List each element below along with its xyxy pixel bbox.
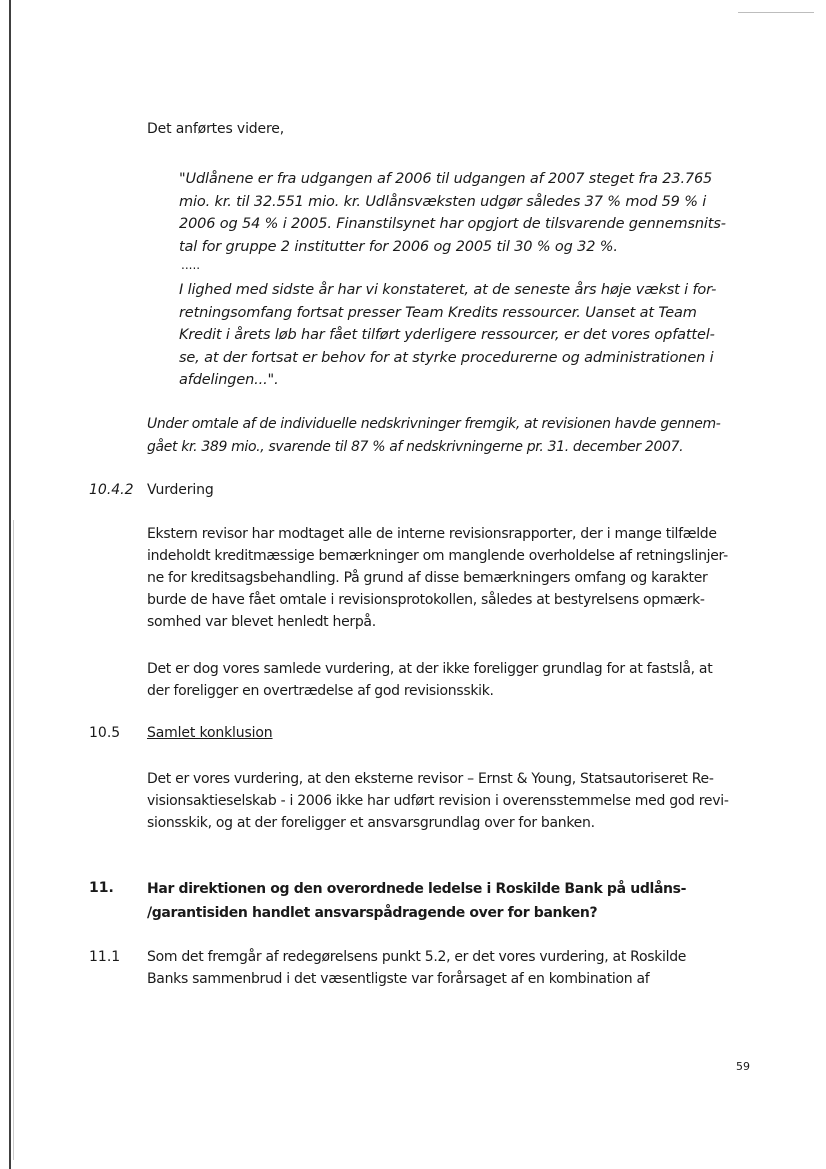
paragraph-line: sionsskik, og at der foreligger et ansvarsgrundlag over for banken.	[147, 815, 595, 831]
paragraph-line: indeholdt kreditmæssige bemærkninger om manglende overholdelse af retningslinjer-	[147, 548, 728, 564]
note-paragraph	[147, 413, 720, 459]
paragraph-konklusion	[147, 768, 729, 834]
paragraph-line: burde de have fået omtale i revisionsprotokollen, således at bestyrelsens opmærk-	[147, 592, 705, 608]
paragraph-line: ne for kreditsagsbehandling. På grund af disse bemærkningers omfang og karakter	[147, 570, 708, 586]
note-line: Under omtale af de individuelle nedskrivninger fremgik, at revisionen havde gennem-	[147, 416, 721, 432]
section-number-10-4-2: 10.4.2	[89, 482, 134, 498]
heading-line: /garantisiden handlet ansvarspådragende over for banken?	[147, 905, 598, 921]
heading-line: Har direktionen og den overordnede ledelse i Roskilde Bank på udlåns-	[147, 881, 687, 897]
quote-block-2	[179, 279, 716, 392]
quote-line: tal for gruppe 2 institutter for 2006 og 2005 til 30 % og 32 %.	[179, 238, 618, 255]
quote-line: retningsomfang fortsat presser Team Kredits ressourcer. Uanset at Team	[179, 304, 697, 321]
section-number-10-5: 10.5	[89, 725, 121, 741]
paragraph-line: Ekstern revisor har modtaget alle de interne revisionsrapporter, der i mange tilfælde	[147, 526, 717, 542]
quote-line: 2006 og 54 % i 2005. Finanstilsynet har opgjort de tilsvarende gennemsnits-	[179, 216, 726, 232]
quote-line: mio. kr. til 32.551 mio. kr. Udlånsvæksten udgør således 37 % mod 59 % i	[179, 193, 707, 210]
page-number: 59	[736, 1060, 750, 1073]
paragraph-line: Det er dog vores samlede vurdering, at der ikke foreligger grundlag for at fastslå, at	[147, 661, 713, 677]
section-title-samlet-konklusion: Samlet konklusion	[147, 725, 273, 741]
paragraph-vurdering-2	[147, 658, 712, 702]
quote-line: I lighed med sidste år har vi konstateret, at de seneste års høje vækst i for-	[179, 282, 717, 298]
quote-line: Kredit i årets løb har fået tilført yderligere ressourcer, er det vores opfattel-	[179, 327, 715, 343]
note-line: gået kr. 389 mio., svarende til 87 % af nedskrivningerne pr. 31. december 2007.	[147, 439, 684, 455]
intro-text: Det anførtes videre,	[147, 121, 285, 137]
chapter-title-11	[147, 877, 686, 925]
section-number-11-1: 11.1	[89, 949, 121, 965]
paragraph-vurdering-1	[147, 523, 728, 633]
quote-line: "Udlånene er fra udgangen af 2006 til udgangen af 2007 steget fra 23.765	[179, 171, 713, 187]
scan-edge	[9, 0, 11, 1169]
chapter-number-11: 11.	[89, 880, 114, 896]
header-rule	[738, 12, 814, 13]
paragraph-line: Banks sammenbrud i det væsentligste var forårsaget af en kombination af	[147, 971, 650, 987]
paragraph-line: somhed var blevet henledt herpå.	[147, 614, 376, 630]
paragraph-line: Det er vores vurdering, at den eksterne revisor – Ernst & Young, Statsautoriseret Re-	[147, 771, 714, 787]
paragraph-11-1	[147, 946, 686, 990]
quote-ellipsis: .....	[181, 258, 201, 272]
paragraph-line: visionsaktieselskab - i 2006 ikke har udført revision i overensstemmelse med god revi-	[147, 793, 729, 809]
section-title-vurdering: Vurdering	[147, 482, 214, 498]
paragraph-line: Som det fremgår af redegørelsens punkt 5.2, er det vores vurdering, at Roskilde	[147, 949, 687, 965]
quote-block	[179, 168, 726, 258]
paragraph-line: der foreligger en overtrædelse af god revisionsskik.	[147, 683, 494, 699]
scan-edge-faint	[13, 520, 14, 1160]
quote-line: se, at der fortsat er behov for at styrke procedurerne og administrationen i	[179, 349, 714, 366]
quote-line: afdelingen...".	[179, 372, 279, 388]
